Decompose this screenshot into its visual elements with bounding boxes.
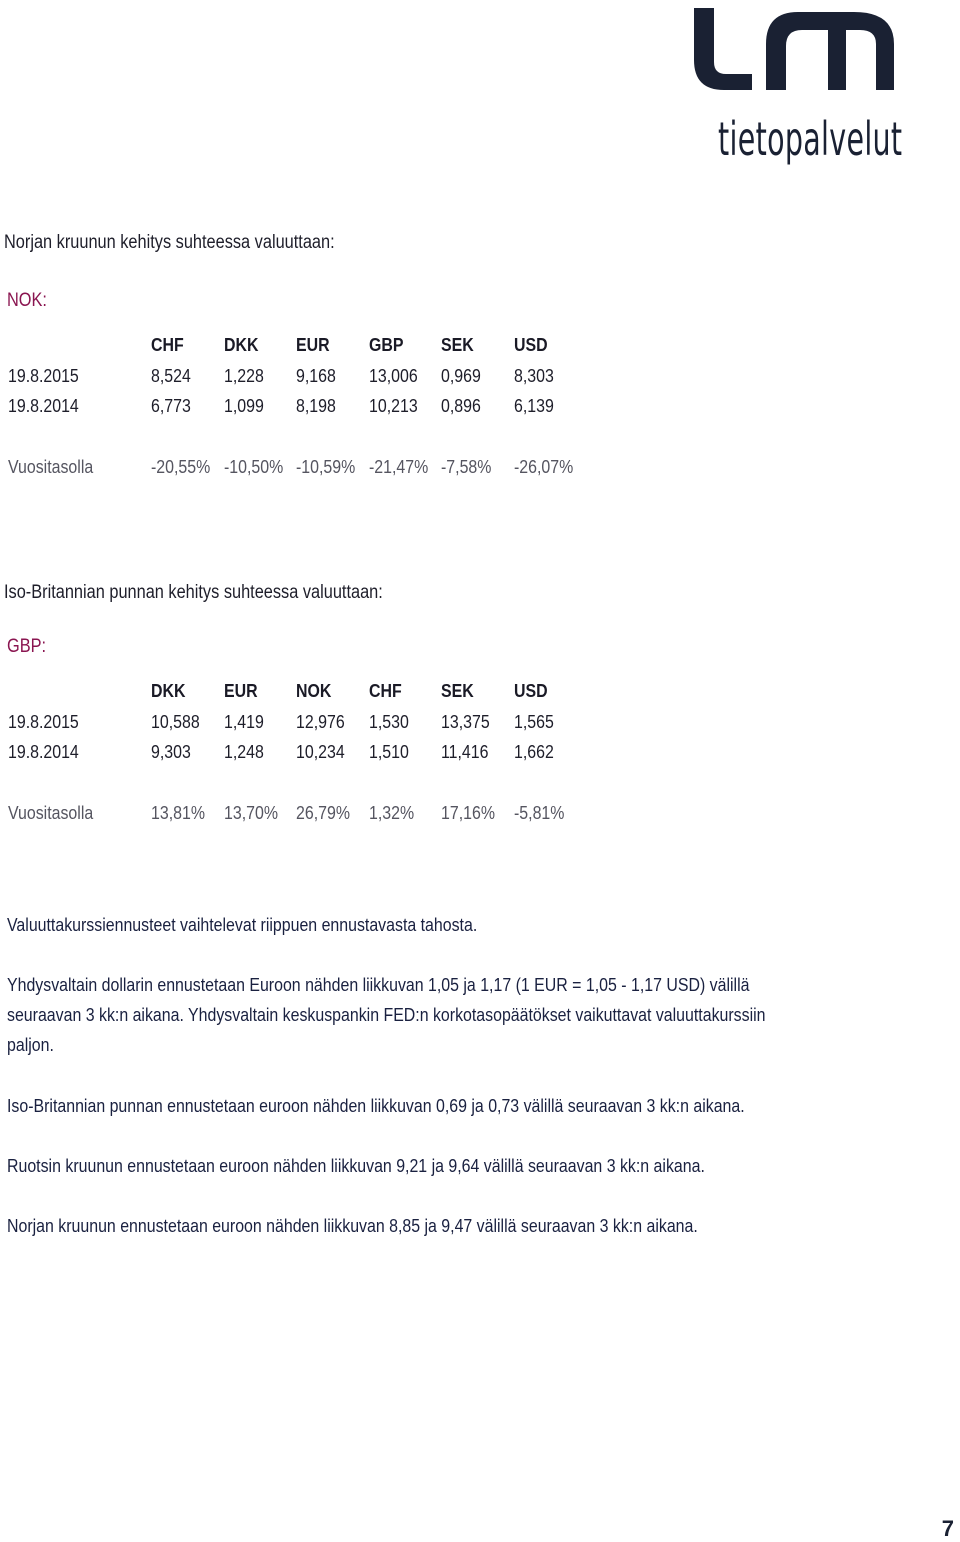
table-row — [0, 395, 620, 421]
gbp-currency-label: GBP: — [7, 636, 47, 657]
table-cell: 1,565 — [514, 711, 554, 732]
table-cell: -20,55% — [151, 456, 211, 477]
forecast-intro-paragraph: Valuuttakurssiennusteet vaihtelevat riippuen ennustavasta tahosta. — [7, 914, 478, 935]
table-cell: 10,588 — [151, 711, 200, 732]
usd-forecast-paragraph: Yhdysvaltain dollarin ennustetaan Euroon nähden liikkuvan 1,05 ja 1,17 (1 EUR = 1,05 - 1,17 USD) välillä seuraavan 3 kk:n aikana. Yhdysvaltain keskuspankin FED:n korkotasopäätökset vaikuttavat valuuttakurssiin paljon. — [7, 974, 766, 1055]
table-cell: 12,976 — [296, 711, 345, 732]
column-header: USD — [514, 334, 548, 355]
column-header: USD — [514, 680, 548, 701]
column-header: EUR — [296, 334, 330, 355]
table-cell: 1,228 — [224, 365, 264, 386]
sek-forecast-paragraph: Ruotsin kruunun ennustetaan euroon nähden liikkuvan 9,21 ja 9,64 välillä seuraavan 3 kk:n aikana. — [7, 1155, 705, 1176]
table-cell: 26,79% — [296, 802, 350, 823]
table-cell: 6,139 — [514, 395, 554, 416]
row-date: 19.8.2014 — [8, 741, 79, 762]
table-cell: 13,81% — [151, 802, 205, 823]
table-row — [0, 365, 620, 391]
table-cell: 13,006 — [369, 365, 418, 386]
table-cell: 10,213 — [369, 395, 418, 416]
table-cell: 1,099 — [224, 395, 264, 416]
table-cell: 1,530 — [369, 711, 409, 732]
table-cell: 9,303 — [151, 741, 191, 762]
table-cell: 1,32% — [369, 802, 415, 823]
table-cell: -26,07% — [514, 456, 574, 477]
yearly-change-row — [0, 802, 620, 828]
nok-forecast-paragraph: Norjan kruunun ennustetaan euroon nähden liikkuvan 8,85 ja 9,47 välillä seuraavan 3 kk:n aikana. — [7, 1215, 698, 1236]
column-header: EUR — [224, 680, 258, 701]
table-cell: 6,773 — [151, 395, 191, 416]
table-cell: -10,50% — [224, 456, 284, 477]
table-cell: 0,896 — [441, 395, 481, 416]
column-header: SEK — [441, 334, 474, 355]
table-cell: 11,416 — [441, 741, 489, 762]
row-label: Vuositasolla — [8, 802, 94, 823]
table-cell: 10,234 — [296, 741, 345, 762]
row-date: 19.8.2014 — [8, 395, 79, 416]
column-header: GBP — [369, 334, 404, 355]
row-date: 19.8.2015 — [8, 711, 79, 732]
row-label: Vuositasolla — [8, 456, 94, 477]
table-cell: 9,168 — [296, 365, 336, 386]
column-header: CHF — [369, 680, 402, 701]
table-cell: 13,375 — [441, 711, 490, 732]
page-number: 7 — [941, 1516, 954, 1541]
table-row — [0, 741, 620, 767]
table-row — [0, 711, 620, 737]
table-cell: 8,198 — [296, 395, 336, 416]
column-header: DKK — [224, 334, 259, 355]
table-cell: 8,303 — [514, 365, 554, 386]
gbp-section-title: Iso-Britannian punnan kehitys suhteessa valuuttaan: — [4, 582, 383, 603]
table-header-row — [0, 680, 620, 706]
column-header: CHF — [151, 334, 184, 355]
table-header-row — [0, 334, 620, 360]
table-cell: 13,70% — [224, 802, 278, 823]
nok-currency-label: NOK: — [7, 290, 47, 311]
table-cell: -5,81% — [514, 802, 565, 823]
table-cell: 1,419 — [224, 711, 264, 732]
table-cell: -21,47% — [369, 456, 429, 477]
gbp-forecast-paragraph: Iso-Britannian punnan ennustetaan euroon nähden liikkuvan 0,69 ja 0,73 välillä seuraavan 3 kk:n aikana. — [7, 1095, 745, 1116]
table-cell: 17,16% — [441, 802, 495, 823]
table-cell: 8,524 — [151, 365, 191, 386]
table-cell: 1,248 — [224, 741, 264, 762]
table-cell: 1,662 — [514, 741, 554, 762]
nok-section-title: Norjan kruunun kehitys suhteessa valuuttaan: — [4, 232, 335, 253]
lm-logo-mark-icon — [690, 4, 900, 104]
table-cell: -7,58% — [441, 456, 492, 477]
table-cell: -10,59% — [296, 456, 356, 477]
row-date: 19.8.2015 — [8, 365, 79, 386]
yearly-change-row — [0, 456, 620, 482]
column-header: DKK — [151, 680, 186, 701]
table-cell: 0,969 — [441, 365, 481, 386]
column-header: NOK — [296, 680, 332, 701]
logo-wordmark: tietopalvelut — [718, 112, 903, 166]
column-header: SEK — [441, 680, 474, 701]
table-cell: 1,510 — [369, 741, 409, 762]
